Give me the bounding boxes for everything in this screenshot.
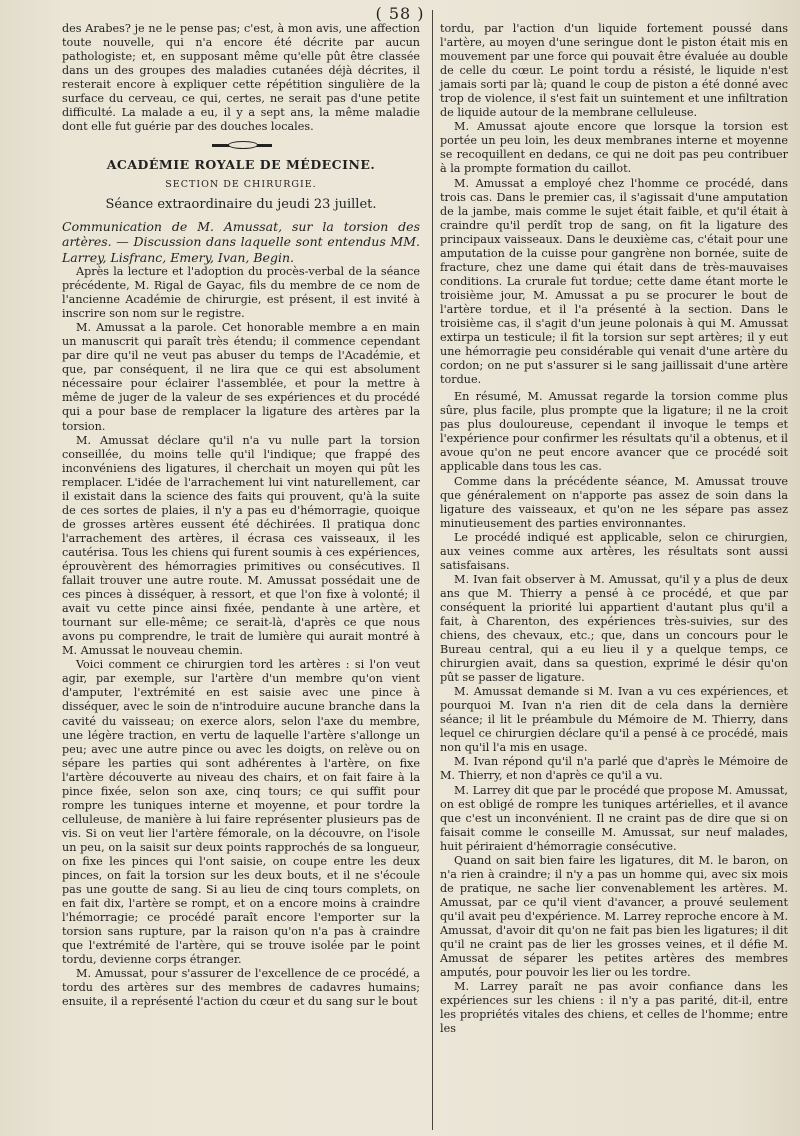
paragraph: Voici comment ce chirurgien tord les artères : si l'on veut agir, par exemple, sur l'artère d'un membre qu'on vient d'amputer, l'extrémité en est saisie avec une pince à disséquer, avec le soin de n'introduire aucune branche dans la cavité du vaisseau; on exerce alors, selon l'axe du membre, une légère traction, en vertu de laquelle l'artère s'allonge un peu; avec une autre pince ou avec les doigts, on relève ou on sépare les parties qui sont adhérentes à l'artère, on fixe l'artère découverte au niveau des chairs, et on fait faire à la pince fixée, selon son axe, cinq tours; ce qui suffit pour rompre les tuniques interne et moyenne, et pour tordre la celluleuse, de manière à lui faire représenter plusieurs pas de vis. Si on veut lier l'artère fémorale, on la découvre, on l'isole un peu, on la saisit sur deux points rapprochés de sa longueur, on fixe les pinces qui l'ont saisie, on coupe entre les deux pinces, on fait la torsion sur les deux bouts, et il ne s'écoule pas une goutte de sang. Si au lieu de cinq tours complets, on en fait dix, l'artère se rompt, et on a encore moins à craindre l'hémorragie; ce procédé paraît encore l'emporter sur la torsion sans rupture, par la raison qu'on n'a pas à craindre que l'extrémité de l'artère, qui se trouve isolée par le point tordu, devienne corps étranger. xyxy=(62,658,420,967)
paragraph: En résumé, M. Amussat regarde la torsion comme plus sûre, plus facile, plus prompte que la ligature; il ne la croit pas plus douloureuse, cependant il invoque le temps et l'expérience pour confirmer les résultats qu'il a obtenus, et il avoue qu'on ne peut encore avancer que ce procédé soit applicable dans tous les cas. xyxy=(440,390,788,474)
section-heading: SECTION DE CHIRURGIE. xyxy=(165,179,317,191)
session-title: Séance extraordinaire du jeudi 23 juillet. xyxy=(105,197,377,213)
paragraph: Comme dans la précédente séance, M. Amussat trouve que généralement on n'apporte pas assez de soin dans la ligature des vaisseaux, et qu'on ne les sépare pas assez minutieusement des parties environnantes. xyxy=(440,474,788,530)
page-number: ( 58 ) xyxy=(375,4,425,23)
paragraph: tordu, par l'action d'un liquide fortement poussé dans l'artère, au moyen d'une seringue dont le piston était mis en mouvement par une force qui pouvait être évaluée au double de celle du cœur. Le point tordu a résisté, le liquide n'est jamais sorti par là; quand le coup de piston a été donné avec trop de violence, il s'est fait un suintement et une infiltration de liquide autour de la membrane celluleuse. xyxy=(440,22,788,120)
paragraph: M. Amussat a la parole. Cet honorable membre a en main un manuscrit qui paraît très étendu; il commence cependant par dire qu'il ne veut pas abuser du temps de l'Académie, et que, par conséquent, il ne lira que ce qui est absolument nécessaire pour éclairer l'assemblée, et pour la mettre à même de juger de la valeur de ses expériences et du procédé qui a pour base de remplacer la ligature des artères par la torsion. xyxy=(62,321,420,433)
paragraph: M. Larrey dit que par le procédé que propose M. Amussat, on est obligé de rompre les tuniques artérielles, et il avance que c'est un inconvénient. Il ne craint pas de dire que si on faisait comme le conseille M. Amussat, sur neuf malades, huit périraient d'hémorragie consécutive. xyxy=(440,783,788,853)
right-column xyxy=(440,22,788,1036)
paragraph: M. Larrey paraît ne pas avoir confiance dans les expériences sur les chiens : il n'y a pas parité, dit-il, entre les propriétés vitales des chiens, et celles de l'homme; entre les xyxy=(440,980,788,1036)
paragraph: Quand on sait bien faire les ligatures, dit M. le baron, on n'a rien à craindre; il n'y a pas un homme qui, avec six mois de pratique, ne sache lier convenablement les artères. M. Amussat, par ce qu'il vient d'avancer, a prouvé seulement qu'il avait peu d'expérience. M. Larrey reproche encore à M. Amussat, d'avoir dit qu'on ne fait pas bien les ligatures; il dit qu'il ne craint pas de lier les grosses veines, et il défie M. Amussat de séparer les petites artères des membres amputés, pour pouvoir les lier ou les tordre. xyxy=(440,853,788,980)
paragraph: M. Amussat a employé chez l'homme ce procédé, dans trois cas. Dans le premier cas, il s'agissait d'une amputation de la jambe, mais comme le sujet était faible, et qu'il était à craindre qu'il perdît trop de sang, on fit la ligature des principaux vaisseaux. Dans le deuxième cas, c'était pour une amputation de la cuisse pour gangrène non bornée, suite de fracture, chez une dame qui était dans de très-mauvaises conditions. La crurale fut tordue; cette dame étant morte le troisième jour, M. Amussat a pu se procurer le bout de l'artère tordue, et il l'a présenté à la section. Dans le troisième cas, il s'agit d'un jeune polonais à qui M. Amussat extirpa un testicule; il fit la torsion sur sept artères; il y eut une hémorragie peu considérable qui venait d'une artère du cordon; on ne put s'assurer si le sang jaillissait d'une artère tordue. xyxy=(440,176,788,387)
column-rule xyxy=(432,10,433,1130)
paragraph: M. Amussat, pour s'assurer de l'excellence de ce procédé, a tordu des artères sur des membres de cadavres humains; ensuite, il a représenté l'action du cœur et du sang sur le bout xyxy=(62,967,420,1009)
paragraph: M. Amussat demande si M. Ivan a vu ces expériences, et pourquoi M. Ivan n'a rien dit de cela dans la dernière séance; il lit le préambule du Mémoire de M. Thierry, dans lequel ce chirurgien déclare qu'il a pensé à ce procédé, mais non qu'il l'a mis en usage. xyxy=(440,685,788,755)
paragraph: Le procédé indiqué est applicable, selon ce chirurgien, aux veines comme aux artères, les résultats sont aussi satisfaisans. xyxy=(440,530,788,572)
communication-summary: Communication de M. Amussat, sur la torsion des artères. — Discussion dans laquelle sont entendus MM. Larrey, Lisfranc, Emery, Ivan, Begin. xyxy=(62,218,420,265)
paragraph: M. Ivan répond qu'il n'a parlé que d'après le Mémoire de M. Thierry, et non d'après ce qu'il a vu. xyxy=(440,755,788,783)
left-column xyxy=(62,22,420,1010)
paragraph: M. Ivan fait observer à M. Amussat, qu'il y a plus de deux ans que M. Thierry a pensé à ce procédé, et que par conséquent la priorité lui appartient d'autant plus qu'il a fait, à Charenton, des expériences très-suivies, sur des chiens, des chevaux, etc.; que, dans un concours pour le Bureau central, qui a eu lieu il y a quelque temps, ce chirurgien avait, dans sa question, exprimé le désir qu'on pût se passer de ligature. xyxy=(440,572,788,685)
academy-heading: ACADÉMIE ROYALE DE MÉDECINE. xyxy=(106,157,376,173)
ornamental-divider xyxy=(62,140,420,150)
paragraph: M. Amussat ajoute encore que lorsque la torsion est portée un peu loin, les deux membranes interne et moyenne se recoquillent en dedans, ce qui ne doit pas peu contribuer à la prompte formation du caillot. xyxy=(440,120,788,176)
paragraph: M. Amussat déclare qu'il n'a vu nulle part la torsion conseillée, du moins telle qu'il l'indique; que frappé des inconvéniens des ligatures, il cherchait un moyen qui pût les remplacer. L'idée de l'arrachement lui vint naturellement, car il existait dans la science des faits qui prouvent, qu'à la suite de ces sortes de plaies, il n'y a pas eu d'hémorragie, quoique de grosses artères eussent été déchirées. Il pratiqua donc l'arrachement des artères, il écrasa ces vaisseaux, il les cautérisa. Tous les chiens qui furent soumis à ces expériences, éprouvèrent des hémorragies primitives ou consécutives. Il fallait trouver une autre route. M. Amussat possédait une de ces pinces à disséquer, à ressort, et que l'on fixe à volonté; il avait vu cette pince ainsi fixée, pendante à une artère, et tournant sur elle-même; ce serait-là, d'après ce que nous avons pu comprendre, le trait de lumière qui aurait montré à M. Amussat le nouveau chemin. xyxy=(62,433,420,658)
paragraph: des Arabes? je ne le pense pas; c'est, à mon avis, une affection toute nouvelle, qui n'a encore été décrite par aucun pathologiste; et, en supposant même qu'elle pût être classée dans un des groupes des maladies cutanées déjà décrites, il resterait encore à expliquer cette répétition singulière de la surface du cerveau, ce qui, certes, ne serait pas d'une petite difficulté. La malade a eu, il y a sept ans, la même maladie dont elle fut guérie par des douches locales. xyxy=(62,22,420,134)
paragraph: Après la lecture et l'adoption du procès-verbal de la séance précédente, M. Rigal de Gayac, fils du membre de ce nom de l'ancienne Académie de chirurgie, est présent, il est invité à inscrire son nom sur le registre. xyxy=(62,265,420,321)
